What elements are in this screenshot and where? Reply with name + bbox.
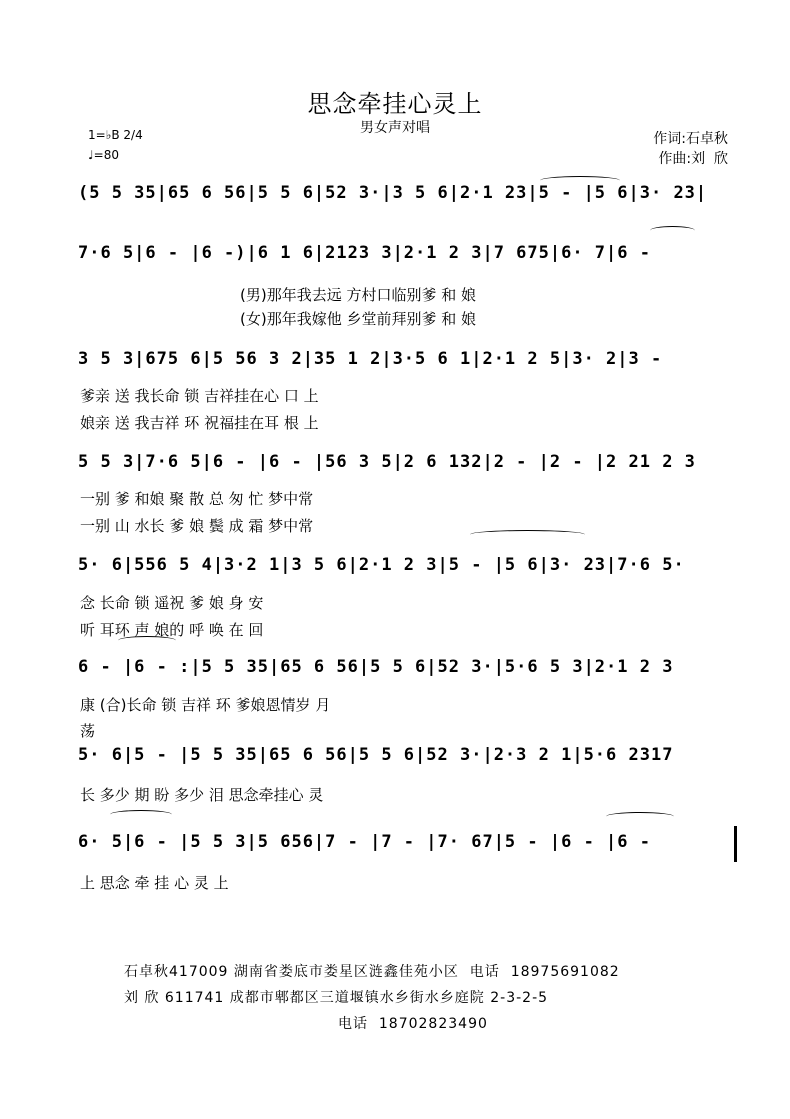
slur-mark: [650, 226, 695, 235]
lyric-row-7-line-1: 长 多少 期 盼 多少 泪 思念牵挂心 灵: [80, 786, 324, 804]
lyric-row-3-line-2: 娘亲 送 我吉祥 环 祝福挂在耳 根 上: [80, 414, 319, 432]
key-signature: 1=♭B 2/4: [88, 128, 143, 142]
tempo-marking: ♩=80: [88, 148, 119, 162]
notation-row-3: 3 5 3|675 6|5 56 3 2|35 1 2|3·5 6 1|2·1 2 5|3· 2|3 -: [78, 349, 663, 369]
lyric-row-5-line-1: 念 长命 锁 遥祝 爹 娘 身 安: [80, 594, 264, 612]
lyric-row-6-line-1: 康 (合)长命 锁 吉祥 环 爹娘恩情岁 月: [80, 696, 331, 714]
slur-mark: [110, 810, 172, 819]
notation-row-7: 5· 6|5 - |5 5 35|65 6 56|5 5 6|52 3·|2·3 2 1|5·6 2317: [78, 745, 674, 765]
lyric-row-2-line-2: (女)那年我嫁他 乡堂前拜别爹 和 娘: [240, 310, 477, 328]
lyric-row-4-line-2: 一别 山 水长 爹 娘 鬓 成 霜 梦中常: [80, 517, 314, 535]
slur-mark: [470, 530, 585, 539]
lyric-row-8-line-1: 上 思念 牵 挂 心 灵 上: [80, 874, 229, 892]
contact-line-2: 刘 欣 611741 成都市郫都区三道堰镇水乡街水乡庭院 2-3-2-5: [124, 990, 549, 1006]
composer-credit: 作曲:刘 欣: [658, 151, 728, 167]
notation-row-4: 5 5 3|7·6 5|6 - |6 - |56 3 5|2 6 132|2 - |2 - |2 21 2 3: [78, 452, 696, 472]
slur-mark: [118, 636, 176, 645]
song-subtitle: 男女声对唱: [360, 120, 430, 136]
lyric-row-5-line-2: 听 耳环 声 娘的 呼 唤 在 回: [80, 621, 264, 639]
contact-line-3: 电话 18702823490: [338, 1016, 488, 1032]
slur-mark: [540, 176, 620, 185]
slur-mark: [606, 812, 674, 821]
lyric-row-6-line-2: 荡: [80, 722, 96, 740]
lyricist-credit: 作词:石卓秋: [653, 131, 728, 147]
lyric-row-2-line-1: (男)那年我去远 方村口临别爹 和 娘: [240, 286, 477, 304]
contact-line-1: 石卓秋417009 湖南省娄底市娄星区涟鑫佳苑小区 电话 18975691082: [124, 964, 620, 980]
lyric-row-4-line-1: 一别 爹 和娘 聚 散 总 匆 忙 梦中常: [80, 490, 314, 508]
notation-row-1: (5 5 35|65 6 56|5 5 6|52 3·|3 5 6|2·1 23|5 - |5 6|3· 23|: [78, 183, 708, 203]
lyric-row-3-line-1: 爹亲 送 我长命 锁 吉祥挂在心 口 上: [80, 387, 319, 405]
notation-row-6: 6 - |6 - :|5 5 35|65 6 56|5 5 6|52 3·|5·6 5 3|2·1 2 3: [78, 657, 674, 677]
song-title: 思念牵挂心灵上: [307, 90, 483, 118]
notation-row-2: 7·6 5|6 - |6 -)|6 1 6|2123 3|2·1 2 3|7 675|6· 7|6 -: [78, 243, 651, 263]
notation-row-8: 6· 5|6 - |5 5 3|5 656|7 - |7 - |7· 67|5 - |6 - |6 -: [78, 832, 651, 852]
notation-row-5: 5· 6|556 5 4|3·2 1|3 5 6|2·1 2 3|5 - |5 6|3· 23|7·6 5·: [78, 555, 685, 575]
final-barline: [734, 826, 737, 862]
